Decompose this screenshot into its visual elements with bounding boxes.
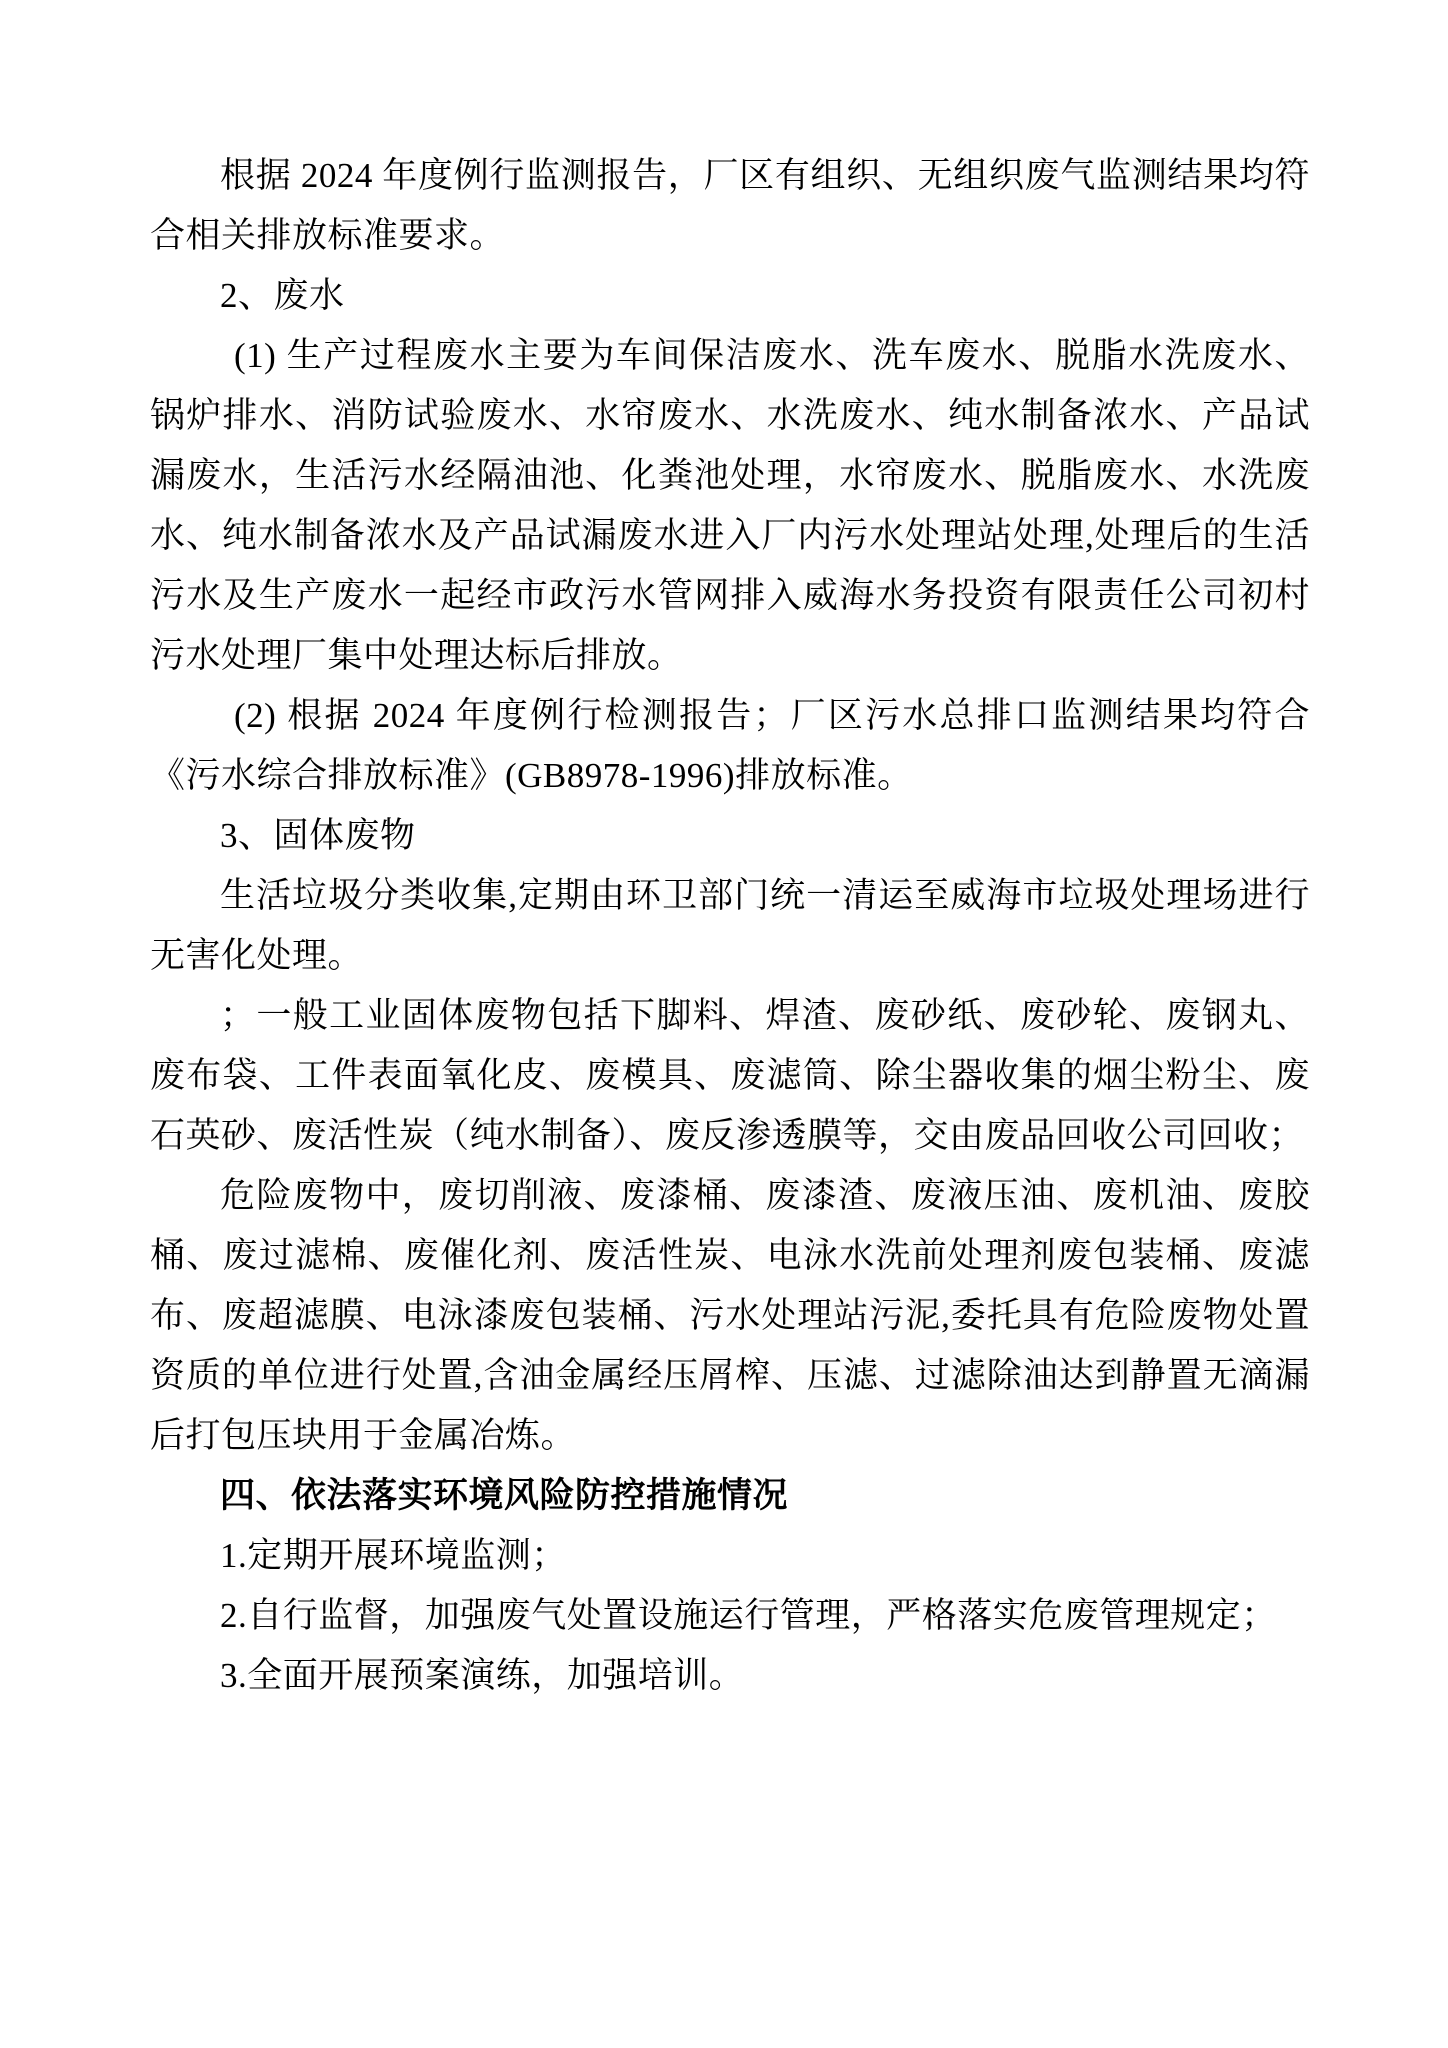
- list-item-drill-training: 3.全面开展预案演练，加强培训。: [220, 1656, 745, 1695]
- paragraph-hazardous-waste: 危险废物中，废切削液、废漆桶、废漆渣、废液压油、废机油、废胶桶、废过滤棉、废催化剂、废活性炭、电泳水洗前处理剂废包装桶、废滤布、废超滤膜、电泳漆废包装桶、污水处理站污泥,委托具有危险废物处置资质的单位进行处置,含油金属经压屑榨、压滤、过滤除油达到静置无滴漏后打包压块用于金属冶炼。: [150, 1176, 1310, 1455]
- list-item-self-supervision: 2.自行监督，加强废气处置设施运行管理，严格落实危废管理规定；: [220, 1596, 1277, 1635]
- subheading-wastewater: 2、废水: [220, 276, 345, 315]
- section-heading-risk-control: 四、依法落实环境风险防控措施情况: [220, 1476, 789, 1515]
- subheading-solid-waste: 3、固体废物: [220, 816, 416, 855]
- list-item-environment-monitoring: 1.定期开展环境监测；: [220, 1536, 567, 1575]
- paragraph-wastewater-sources: (1) 生产过程废水主要为车间保洁废水、洗车废水、脱脂水洗废水、锅炉排水、消防试验废水、水帘废水、水洗废水、纯水制备浓水、产品试漏废水，生活污水经隔油池、化粪池处理，水帘废水、脱脂废水、水洗废水、纯水制备浓水及产品试漏废水进入厂内污水处理站处理,处理后的生活污水及生产废水一起经市政污水管网排入威海水务投资有限责任公司初村污水处理厂集中处理达标后排放。: [150, 336, 1310, 675]
- paragraph-domestic-garbage: 生活垃圾分类收集,定期由环卫部门统一清运至威海市垃圾处理场进行无害化处理。: [150, 876, 1310, 975]
- paragraph-wastewater-monitoring-result: (2) 根据 2024 年度例行检测报告；厂区污水总排口监测结果均符合《污水综合排放标准》(GB8978-1996)排放标准。: [150, 696, 1310, 795]
- paragraph-general-industrial-waste: ；一般工业固体废物包括下脚料、焊渣、废砂纸、废砂轮、废钢丸、废布袋、工件表面氧化皮、废模具、废滤筒、除尘器收集的烟尘粉尘、废石英砂、废活性炭（纯水制备）、废反渗透膜等，交由废品回收公司回收；: [150, 996, 1310, 1155]
- document-body: [150, 146, 1310, 1706]
- paragraph-gas-monitoring-result: 根据 2024 年度例行监测报告，厂区有组织、无组织废气监测结果均符合相关排放标准要求。: [150, 156, 1310, 255]
